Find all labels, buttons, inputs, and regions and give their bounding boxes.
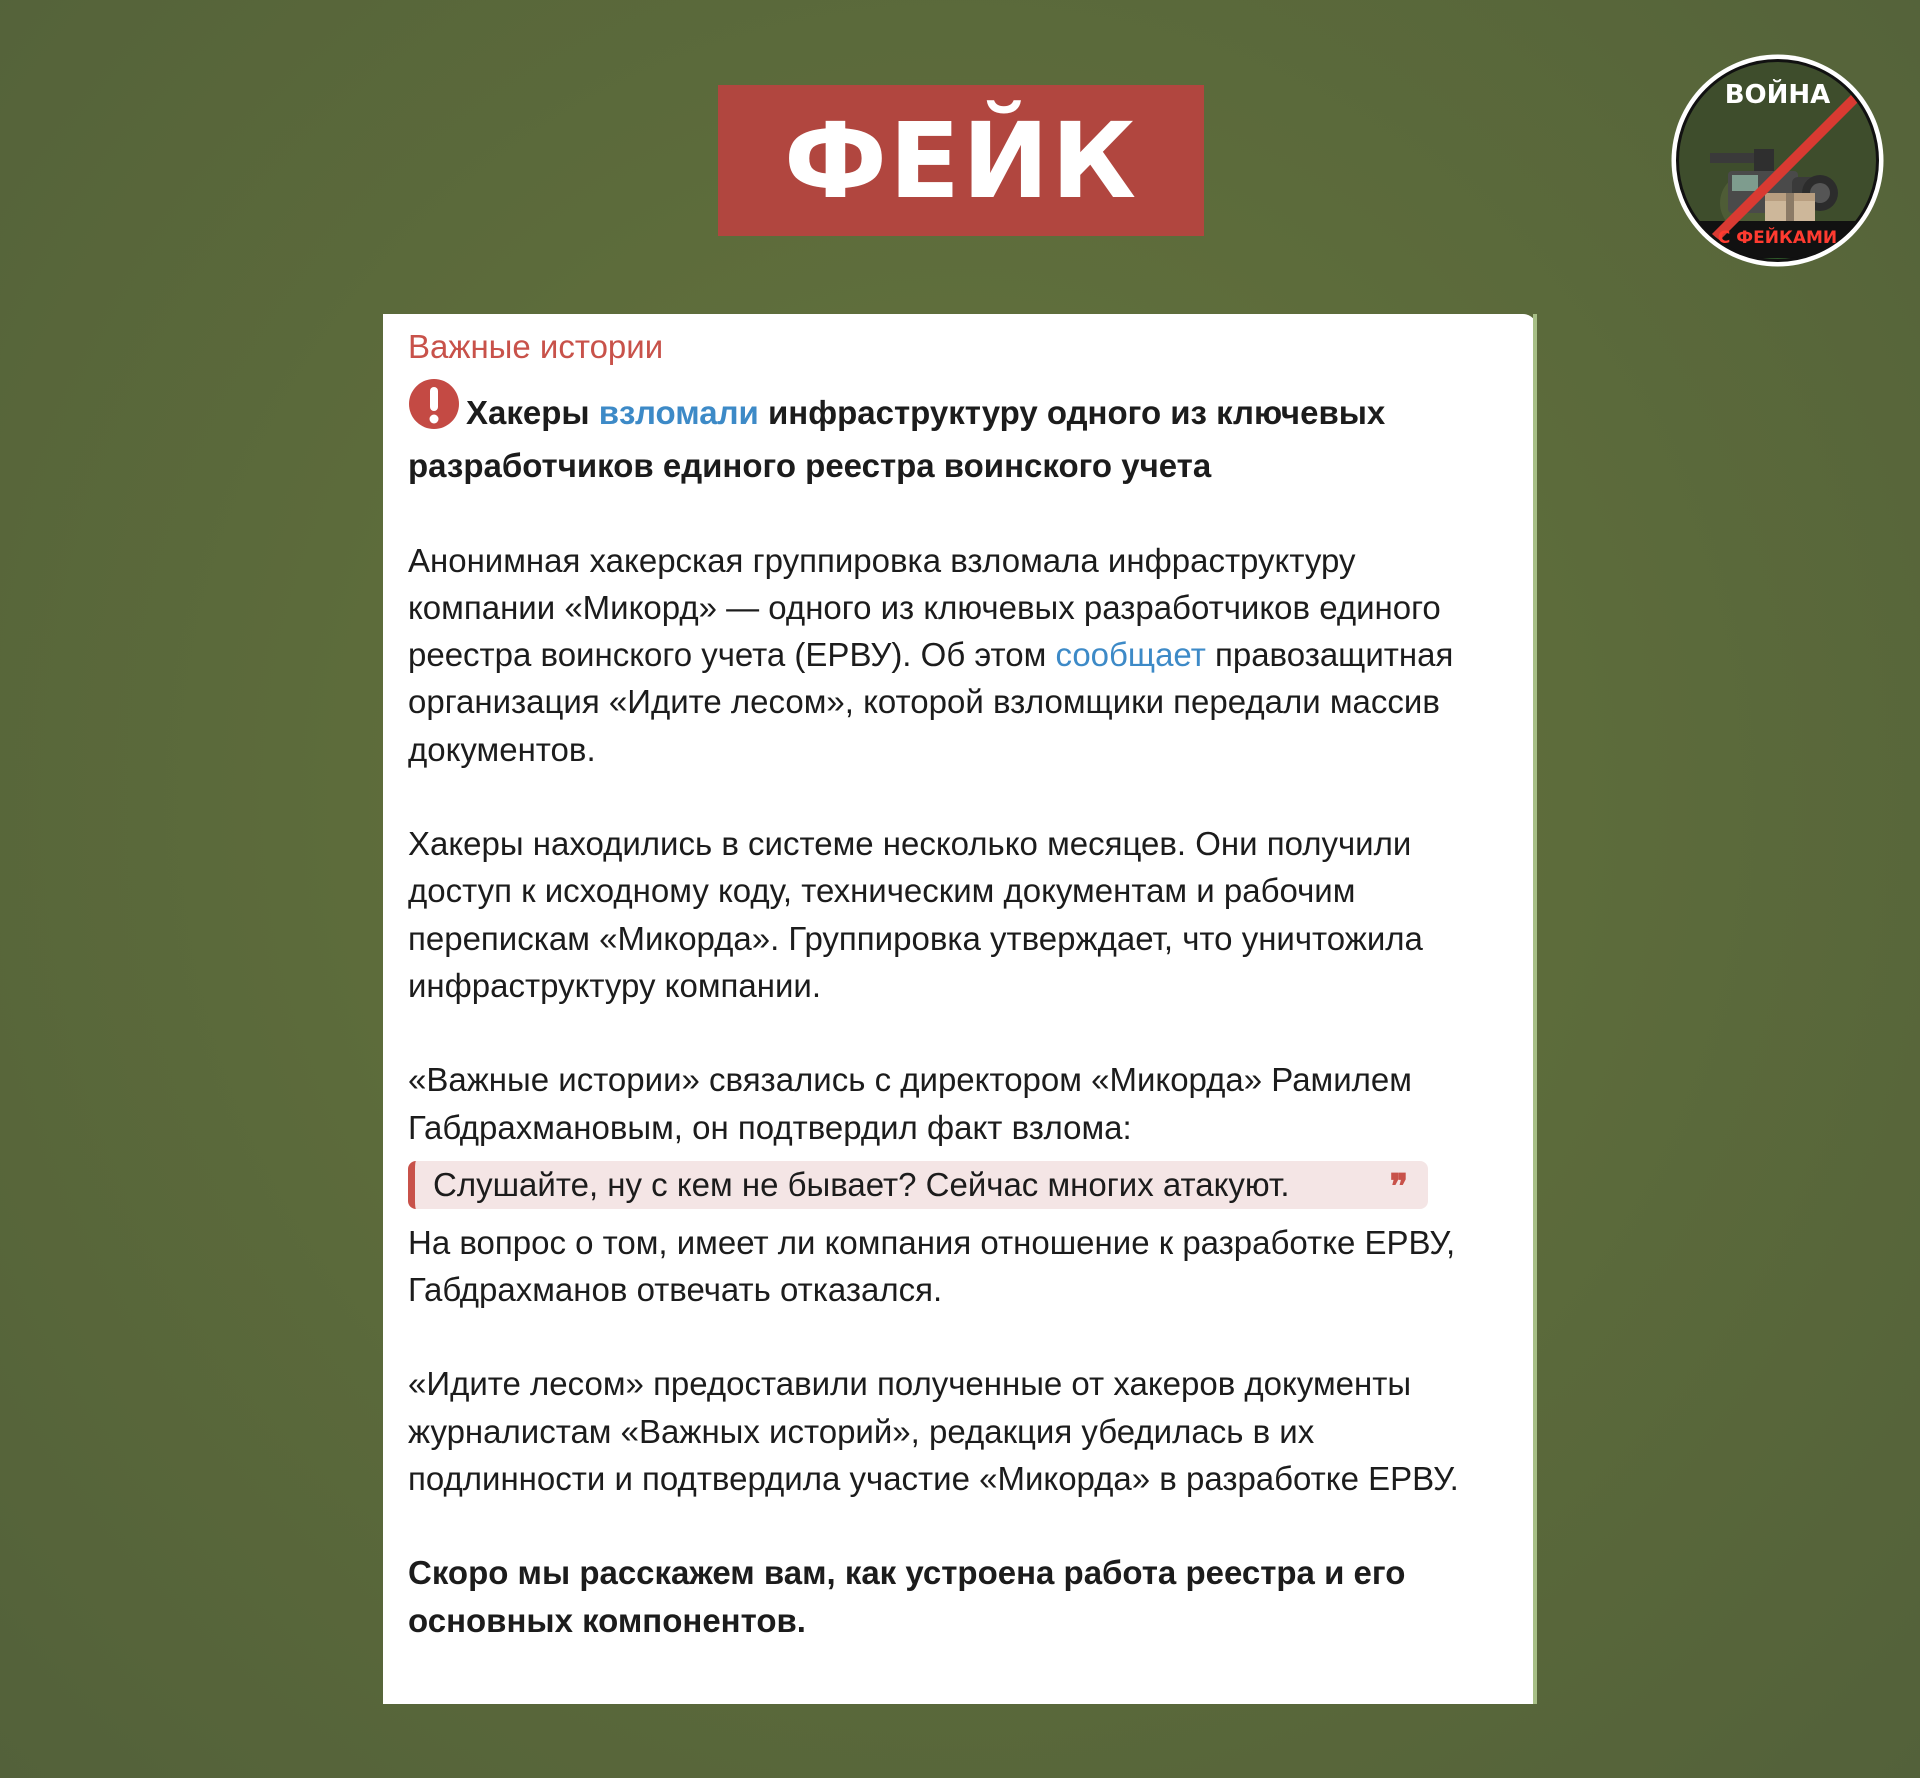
spacer — [408, 490, 1507, 537]
fake-label: ФЕЙК — [783, 99, 1139, 222]
paragraph-5: «Идите лесом» предоставили полученные от хакеров документы журналистам «Важных историй», редакция убедилась в их подлинности и подтвердила участие «Микорда» в разработке ЕРВУ. — [408, 1365, 1459, 1498]
quote-text: Слушайте, ну с кем не бывает? Сейчас многих атакуют. — [433, 1165, 1290, 1203]
headline-link[interactable]: взломали — [598, 394, 759, 431]
logo-bottom-text: С ФЕЙКАМИ — [1717, 228, 1838, 248]
headline-text-1: Хакеры — [466, 394, 599, 431]
paragraph-1 — [408, 537, 1507, 773]
paragraph-1-text-a: Анонимная хакерская группировка взломала инфраструктуру компании «Микорд» — одного из ключевых разработчиков единого реестра воинского учета (ЕРВУ). Об этом — [408, 541, 1441, 674]
logo-badge-icon — [1670, 53, 1885, 268]
quote-block — [408, 1161, 1428, 1209]
source-link[interactable]: сообщает — [1055, 636, 1206, 674]
paragraph-2: Хакеры находились в системе несколько месяцев. Они получили доступ к исходному коду, техническим документам и рабочим перепискам «Микорда». Группировка утверждает, что уничтожила инфраструктуру компании. — [408, 825, 1423, 1004]
spacer — [408, 1009, 1507, 1056]
spacer — [408, 773, 1507, 820]
paragraph-4: На вопрос о том, имеет ли компания отношение к разработке ЕРВУ, Габдрахманов отвечать отказался. — [408, 1223, 1456, 1309]
telegram-post-card — [383, 314, 1537, 1704]
spacer — [408, 1502, 1507, 1549]
spacer — [408, 1313, 1507, 1360]
fake-banner — [718, 85, 1204, 236]
channel-name[interactable]: Важные истории — [408, 328, 664, 365]
paragraph-3: «Важные истории» связались с директором «Микорда» Рамилем Габдрахмановым, он подтвердил факт взлома: — [408, 1061, 1412, 1146]
post-headline — [408, 378, 1507, 490]
quote-mark-icon: ❞ — [1389, 1166, 1408, 1207]
exclamation-icon — [408, 378, 460, 442]
paragraph-6: Скоро мы расскажем вам, как устроена работа реестра и его основных компонентов. — [408, 1554, 1406, 1639]
headline-text-2: инфраструктуру одного из ключевых разработчиков единого реестра воинского учета — [408, 394, 1386, 485]
voyna-s-feikami-logo — [1670, 53, 1885, 268]
paragraph-1-text-b: правозащитная организация «Идите лесом», которой взломщики передали массив документов. — [408, 636, 1454, 768]
logo-top-text: ВОЙНА — [1724, 80, 1831, 110]
